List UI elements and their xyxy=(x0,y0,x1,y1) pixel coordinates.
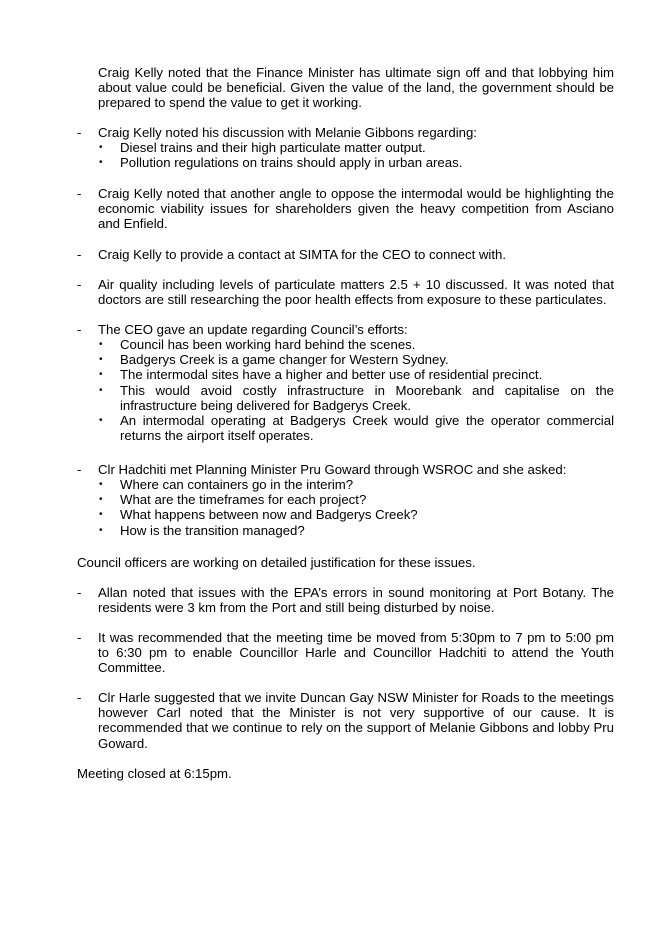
bullet-icon: • xyxy=(99,384,103,396)
dash-marker: - xyxy=(77,585,82,600)
bullet-item: • Badgerys Creek is a game changer for Western Sydney. xyxy=(99,352,449,368)
bullet-item: • Diesel trains and their high particulate matter output. xyxy=(99,140,426,155)
bullet-item: • Where can containers go in the interim? xyxy=(99,477,354,492)
bullet-icon: • xyxy=(99,524,103,536)
item-text: Clr Hadchiti met Planning Minister Pru Goward through WSROC and she asked: xyxy=(98,462,567,477)
bullet-list xyxy=(98,140,614,170)
bullet-icon: • xyxy=(99,354,103,366)
bullet-item: • The intermodal sites have a higher and better use of residential precinct. xyxy=(99,367,543,383)
bullet-list xyxy=(98,477,614,538)
item-text: Allan noted that issues with the EPA’s errors in sound monitoring at Port Botany. The residents were 3 km from the Port and still being disturbed by noise. xyxy=(98,585,614,616)
item-text: The CEO gave an update regarding Council’s efforts: xyxy=(98,322,408,337)
bullet-item: • An intermodal operating at Badgerys Creek would give the operator commercial returns the airport itself operates. xyxy=(99,413,614,444)
bullet-icon: • xyxy=(99,369,103,381)
dash-marker: - xyxy=(77,125,82,140)
bullet-icon: • xyxy=(99,494,103,506)
bullet-icon: • xyxy=(99,157,103,169)
bullet-item: • Pollution regulations on trains should apply in urban areas. xyxy=(99,155,463,171)
bullet-item: • How is the transition managed? xyxy=(99,522,305,538)
bullet-list xyxy=(98,337,614,443)
bullet-icon: • xyxy=(99,479,103,490)
item-text: Air quality including levels of particulate matters 2.5 + 10 discussed. It was noted that doctors are still researching the poor health effects from exposure to these particulates. xyxy=(98,277,614,308)
dash-marker: - xyxy=(77,322,82,337)
bullet-icon: • xyxy=(99,142,103,153)
council-note: Council officers are working on detailed justification for these issues. xyxy=(77,555,476,570)
item-text: Craig Kelly to provide a contact at SIMTA for the CEO to connect with. xyxy=(98,247,507,262)
bullet-icon: • xyxy=(99,339,103,350)
intro-paragraph: Craig Kelly noted that the Finance Minister has ultimate sign off and that lobbying him about value could be beneficial. Given the value of the land, the government should be prepared to spend the value to get it working. xyxy=(98,65,614,111)
item-text: Craig Kelly noted his discussion with Melanie Gibbons regarding: xyxy=(98,125,477,140)
dash-marker: - xyxy=(77,690,82,705)
bullet-item: • This would avoid costly infrastructure in Moorebank and capitalise on the infrastructure being delivered for Badgerys Creek. xyxy=(99,382,614,413)
bullet-item: • What happens between now and Badgerys Creek? xyxy=(99,507,418,523)
item-text: Clr Harle suggested that we invite Duncan Gay NSW Minister for Roads to the meetings however Carl noted that the Minister is not very supportive of our cause. It is recommended that we continue to rely on the support of Melanie Gibbons and lobby Pru Goward. xyxy=(98,690,614,751)
dash-marker: - xyxy=(77,277,82,292)
bullet-icon: • xyxy=(99,509,103,521)
bullet-item: • Council has been working hard behind the scenes. xyxy=(99,337,416,352)
dash-marker: - xyxy=(77,247,82,262)
item-text: It was recommended that the meeting time be moved from 5:30pm to 7 pm to 5:00 pm to 6:30 pm to enable Councillor Harle and Councillor Hadchiti to attend the Youth Committee. xyxy=(98,630,614,676)
dash-marker: - xyxy=(77,630,82,645)
dash-marker: - xyxy=(77,186,82,201)
bullet-icon: • xyxy=(99,415,103,427)
closing-line: Meeting closed at 6:15pm. xyxy=(77,766,232,781)
bullet-item: • What are the timeframes for each project? xyxy=(99,492,367,508)
item-text: Craig Kelly noted that another angle to oppose the intermodal would be highlighting the economic viability issues for shareholders given the heavy competition from Asciano and Enfield. xyxy=(98,186,614,232)
dash-marker: - xyxy=(77,462,82,477)
